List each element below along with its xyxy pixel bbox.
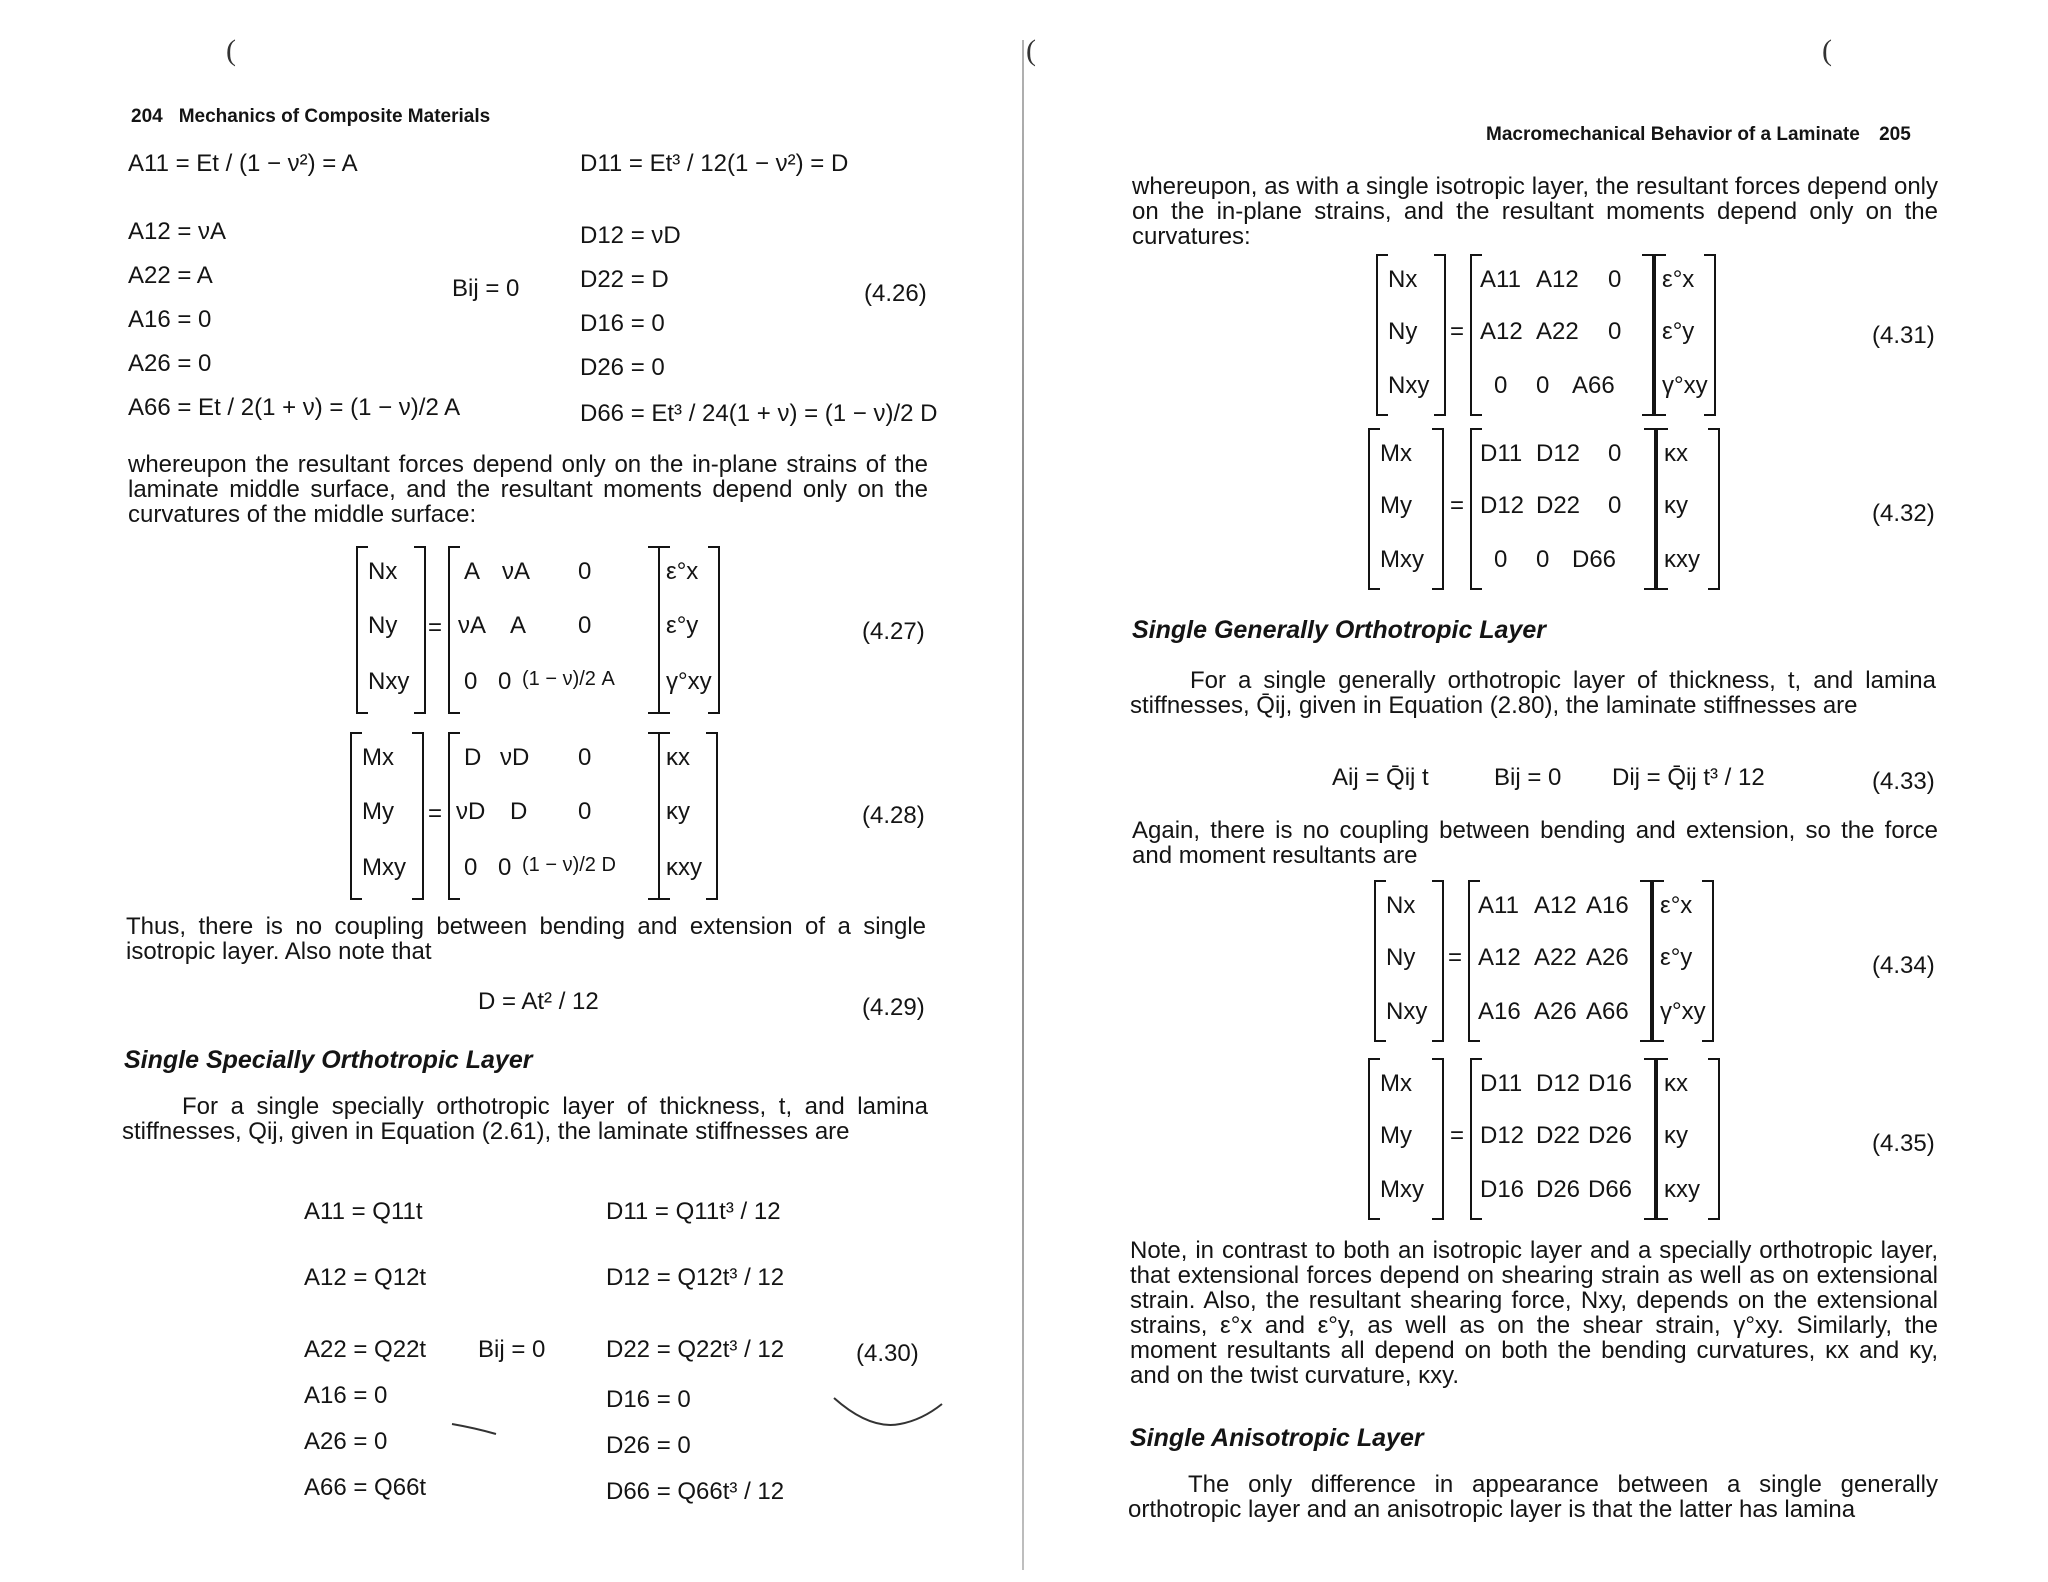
bracket <box>1642 254 1654 416</box>
running-head <box>1486 124 1911 146</box>
vector-entry: ε°y <box>1662 318 1695 345</box>
paragraph: Note, in contrast to both an isotropic layer and a specially orthotropic layer, that extensional forces depend on shearing strain as well as on extensional strain. Also, the resultant shearing force, Nxy, depends on the extensional strains, ε°x and ε°y, as well as on the shear strain, γ°xy. Similarly, the moment resultants all depend on both the bending curvatures, κx and κy, and on the twist curvature, κxy. <box>1130 1237 1938 1389</box>
bracket <box>350 732 362 900</box>
vector-entry: κx <box>666 744 690 771</box>
vector-entry: My <box>362 798 394 825</box>
matrix-entry: 0 <box>1536 372 1550 399</box>
scan-mark: ( <box>226 34 236 67</box>
vector-entry: Nxy <box>1388 372 1430 399</box>
matrix-equation-4-35 <box>1368 1058 1738 1222</box>
eq-d22: D22 = D <box>580 266 669 293</box>
vector-entry: My <box>1380 1122 1412 1149</box>
bracket <box>412 732 424 900</box>
bracket <box>356 546 368 714</box>
vector-entry: Nx <box>368 558 398 585</box>
matrix-entry: (1 − ν)/2 A <box>522 668 615 690</box>
matrix-entry: D26 <box>1588 1122 1633 1149</box>
eq-d11: D11 = Et³ / 12(1 − ν²) = D <box>580 150 849 177</box>
matrix-entry: 0 <box>1608 440 1622 467</box>
matrix-equation-4-27 <box>356 546 716 716</box>
right-page <box>1028 0 2048 1582</box>
eq-a12: A12 = Q12t <box>304 1264 427 1291</box>
vector-entry: γ°xy <box>1660 998 1706 1025</box>
bracket <box>706 732 718 900</box>
eq-a66: A66 = Q66t <box>304 1474 427 1501</box>
matrix-entry: νA <box>502 558 531 585</box>
eq-bij: Bij = 0 <box>452 275 520 302</box>
vector-entry: Ny <box>1386 944 1416 971</box>
vector-entry: Mx <box>1380 1070 1412 1097</box>
matrix-entry: 0 <box>498 854 512 881</box>
vector-entry: Mxy <box>362 854 406 881</box>
matrix-entry: D12 <box>1480 1122 1525 1149</box>
vector-entry: ε°y <box>1660 944 1693 971</box>
eq-a16: A16 = 0 <box>128 306 212 333</box>
bracket <box>1376 254 1388 416</box>
matrix-entry: D12 <box>1536 440 1581 467</box>
equation-number: (4.32) <box>1872 500 1935 527</box>
equation-number: (4.34) <box>1872 952 1935 979</box>
bracket <box>1432 428 1444 590</box>
section-heading: Single Specially Orthotropic Layer <box>124 1046 533 1074</box>
matrix-entry: D22 <box>1536 1122 1581 1149</box>
vector-entry: ε°x <box>1662 266 1695 293</box>
matrix-entry: 0 <box>1494 546 1508 573</box>
bracket <box>1702 880 1714 1042</box>
matrix-entry: 0 <box>578 744 592 771</box>
matrix-entry: D66 <box>1588 1176 1633 1203</box>
bracket <box>1432 880 1444 1042</box>
matrix-equation-4-32 <box>1368 428 1738 592</box>
vector-entry: κxy <box>1664 546 1700 573</box>
matrix-entry: 0 <box>1608 318 1622 345</box>
equals-sign: = <box>1450 1122 1465 1149</box>
equals-sign: = <box>428 614 443 641</box>
matrix-entry: νD <box>456 798 486 825</box>
matrix-entry: A12 <box>1536 266 1579 293</box>
paragraph: For a single generally orthotropic layer of thickness, t, and lamina stiffnesses, Q̄ij, given in Equation (2.80), the laminate stiffnesses are <box>1130 667 1936 719</box>
bracket <box>1432 1058 1444 1220</box>
equation-number: (4.26) <box>864 280 927 307</box>
matrix-entry: A <box>464 558 481 585</box>
matrix-entry: 0 <box>1494 372 1508 399</box>
paragraph: Thus, there is no coupling between bending and extension of a single isotropic layer. Also note that <box>126 913 926 965</box>
page-number: 204 <box>131 106 163 127</box>
vector-entry: κxy <box>666 854 702 881</box>
matrix-entry: D22 <box>1536 492 1581 519</box>
eq-a12: A12 = νA <box>128 218 227 245</box>
matrix-entry: A12 <box>1478 944 1521 971</box>
scan-mark: ( <box>1822 34 1832 67</box>
vector-entry: Nx <box>1386 892 1416 919</box>
matrix-entry: (1 − ν)/2 D <box>522 854 616 876</box>
matrix-entry: 0 <box>1608 266 1622 293</box>
eq-a16: A16 = 0 <box>304 1382 388 1409</box>
matrix-entry: D26 <box>1536 1176 1581 1203</box>
vector-entry: Mx <box>1380 440 1412 467</box>
bracket <box>1434 254 1446 416</box>
vector-entry: κx <box>1664 1070 1688 1097</box>
vector-entry: Ny <box>1388 318 1418 345</box>
matrix-entry: 0 <box>464 668 478 695</box>
vector-entry: κy <box>1664 1122 1688 1149</box>
eq-a22: A22 = Q22t <box>304 1336 427 1363</box>
paragraph: Again, there is no coupling between bending and extension, so the force and moment resultants are <box>1132 817 1938 869</box>
book-title: Mechanics of Composite Materials <box>178 106 491 127</box>
vector-entry: My <box>1380 492 1412 519</box>
eq-d66: D66 = Q66t³ / 12 <box>606 1478 785 1505</box>
matrix-entry: A22 <box>1534 944 1577 971</box>
bracket <box>1374 880 1386 1042</box>
equation-number: (4.29) <box>862 994 925 1021</box>
section-heading: Single Generally Orthotropic Layer <box>1132 616 1547 644</box>
matrix-entry: νA <box>458 612 487 639</box>
matrix-entry: A16 <box>1478 998 1521 1025</box>
bracket <box>414 546 426 714</box>
eq-d16: D16 = 0 <box>606 1386 691 1413</box>
equation-number: (4.31) <box>1872 322 1935 349</box>
matrix-entry: A11 <box>1480 266 1521 293</box>
matrix-entry: 0 <box>1608 492 1622 519</box>
bracket <box>1704 254 1716 416</box>
eq-bij: Bij = 0 <box>1494 764 1562 791</box>
eq-a26: A26 = 0 <box>304 1428 388 1455</box>
matrix-entry: A26 <box>1534 998 1577 1025</box>
vector-entry: κy <box>1664 492 1688 519</box>
vector-entry: κxy <box>1664 1176 1700 1203</box>
bracket <box>1708 428 1720 590</box>
vector-entry: Ny <box>368 612 398 639</box>
matrix-entry: D16 <box>1480 1176 1525 1203</box>
bracket <box>1644 428 1656 590</box>
eq-d26: D26 = 0 <box>580 354 665 381</box>
eq-a66: A66 = Et / 2(1 + ν) = (1 − ν)/2 A <box>128 394 461 421</box>
matrix-entry: D66 <box>1572 546 1617 573</box>
eq-d22: D22 = Q22t³ / 12 <box>606 1336 785 1363</box>
matrix-entry: 0 <box>578 798 592 825</box>
matrix-entry: A11 <box>1478 892 1519 919</box>
vector-entry: γ°xy <box>666 668 712 695</box>
matrix-equation-4-28 <box>350 732 716 902</box>
bracket <box>1644 1058 1656 1220</box>
eq-bij: Bij = 0 <box>478 1336 546 1363</box>
equals-sign: = <box>1450 492 1465 519</box>
eq-d66: D66 = Et³ / 24(1 + ν) = (1 − ν)/2 D <box>580 400 938 427</box>
chapter-title: Macromechanical Behavior of a Laminate <box>1486 124 1860 145</box>
eq-a11: A11 = Et / (1 − ν²) = A <box>128 150 358 177</box>
pencil-mark <box>830 1394 950 1434</box>
paragraph: whereupon the resultant forces depend only on the in-plane strains of the laminate middle surface, and the resultant moments depend only on the curvatures of the middle surface: <box>128 451 928 528</box>
equation-number: (4.27) <box>862 618 925 645</box>
equation-number: (4.33) <box>1872 768 1935 795</box>
vector-entry: ε°y <box>666 612 699 639</box>
vector-entry: Nxy <box>1386 998 1428 1025</box>
vector-entry: Nx <box>1388 266 1418 293</box>
matrix-entry: A66 <box>1572 372 1615 399</box>
equation-number: (4.35) <box>1872 1130 1935 1157</box>
bracket <box>1640 880 1652 1042</box>
bracket <box>1368 1058 1380 1220</box>
eq-4-29: D = At² / 12 <box>478 988 599 1015</box>
vector-entry: Nxy <box>368 668 410 695</box>
matrix-entry: A <box>510 612 527 639</box>
equals-sign: = <box>428 800 443 827</box>
running-head <box>131 106 490 128</box>
matrix-entry: 0 <box>578 612 592 639</box>
page-number: 205 <box>1879 124 1911 145</box>
pencil-mark <box>450 1420 500 1440</box>
paragraph: The only difference in appearance between a single generally orthotropic layer and an anisotropic layer is that the latter has lamina <box>1128 1471 1938 1523</box>
eq-d12: D12 = νD <box>580 222 681 249</box>
scan-mark: ( <box>1026 34 1036 67</box>
eq-a22: A22 = A <box>128 262 213 289</box>
page-gutter <box>1022 40 1024 1570</box>
matrix-entry: D <box>464 744 482 771</box>
matrix-entry: A12 <box>1480 318 1523 345</box>
equals-sign: = <box>1450 318 1465 345</box>
eq-a11: A11 = Q11t <box>304 1198 423 1225</box>
matrix-entry: D12 <box>1480 492 1525 519</box>
matrix-equation-4-34 <box>1374 880 1738 1044</box>
left-page <box>0 0 1020 1582</box>
eq-aij: Aij = Q̄ij t <box>1332 764 1429 791</box>
eq-a26: A26 = 0 <box>128 350 212 377</box>
matrix-entry: νD <box>500 744 530 771</box>
eq-d11: D11 = Q11t³ / 12 <box>606 1198 781 1225</box>
vector-entry: Mxy <box>1380 546 1424 573</box>
matrix-entry: 0 <box>578 558 592 585</box>
matrix-equation-4-31 <box>1376 254 1736 418</box>
equation-number: (4.28) <box>862 802 925 829</box>
vector-entry: κx <box>1664 440 1688 467</box>
bracket <box>1708 1058 1720 1220</box>
matrix-entry: D16 <box>1588 1070 1633 1097</box>
matrix-entry: A66 <box>1586 998 1629 1025</box>
vector-entry: κy <box>666 798 690 825</box>
matrix-entry: 0 <box>464 854 478 881</box>
eq-d16: D16 = 0 <box>580 310 665 337</box>
matrix-entry: A16 <box>1586 892 1629 919</box>
bracket <box>708 546 720 714</box>
equation-number: (4.30) <box>856 1340 919 1367</box>
vector-entry: Mx <box>362 744 394 771</box>
matrix-entry: D11 <box>1480 1070 1523 1097</box>
eq-dij: Dij = Q̄ij t³ / 12 <box>1612 764 1765 791</box>
eq-d12: D12 = Q12t³ / 12 <box>606 1264 785 1291</box>
paragraph: whereupon, as with a single isotropic layer, the resultant forces depend only on the in-plane strains, and the resultant moments depend only on the curvatures: <box>1132 173 1938 250</box>
matrix-entry: A12 <box>1534 892 1577 919</box>
vector-entry: ε°x <box>666 558 699 585</box>
matrix-entry: D11 <box>1480 440 1523 467</box>
matrix-entry: D <box>510 798 528 825</box>
matrix-entry: D12 <box>1536 1070 1581 1097</box>
matrix-entry: 0 <box>498 668 512 695</box>
matrix-entry: A22 <box>1536 318 1579 345</box>
section-heading: Single Anisotropic Layer <box>1130 1424 1424 1452</box>
matrix-entry: 0 <box>1536 546 1550 573</box>
matrix-entry: A26 <box>1586 944 1629 971</box>
bracket <box>1368 428 1380 590</box>
vector-entry: Mxy <box>1380 1176 1424 1203</box>
paragraph: For a single specially orthotropic layer of thickness, t, and lamina stiffnesses, Qij, given in Equation (2.61), the laminate stiffnesses are <box>122 1093 928 1145</box>
equals-sign: = <box>1448 944 1463 971</box>
eq-d26: D26 = 0 <box>606 1432 691 1459</box>
vector-entry: γ°xy <box>1662 372 1708 399</box>
vector-entry: ε°x <box>1660 892 1693 919</box>
